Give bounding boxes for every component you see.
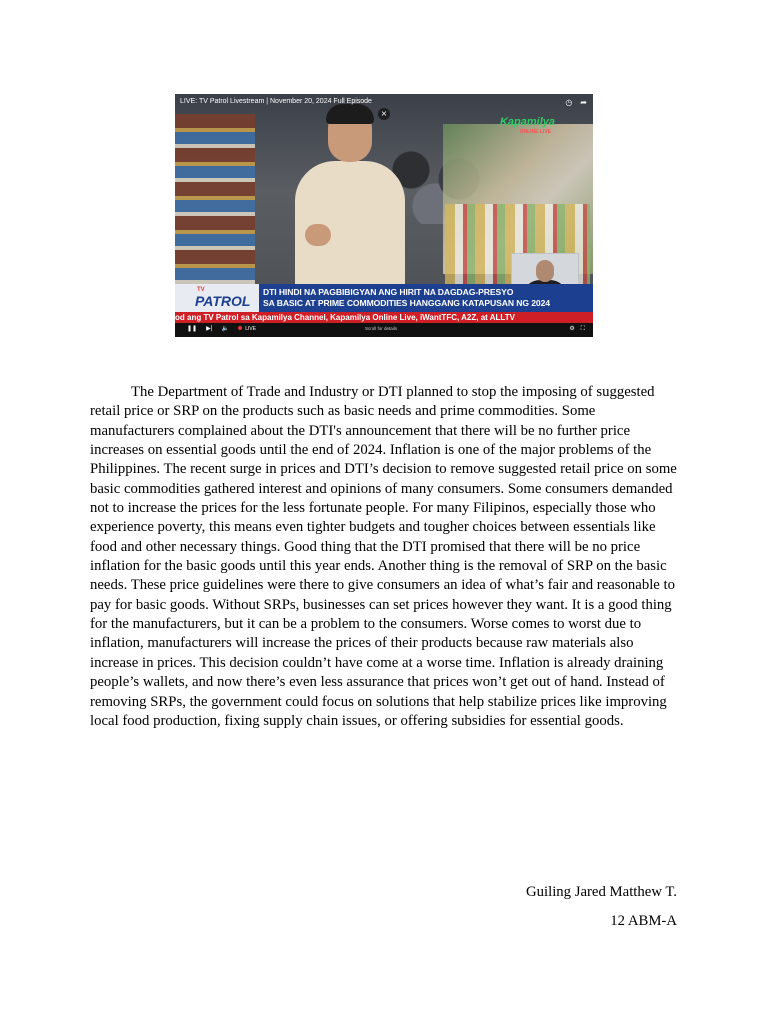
author-section: 12 ABM-A [610,913,677,929]
video-top-icons [565,98,587,107]
scroll-hint: Scroll for details [365,326,398,331]
ticker-text: od ang TV Patrol sa Kapamilya Channel, Kapamilya Online Live, iWantTFC, A2Z, at ALLTV [175,313,515,322]
embedded-video-screenshot [175,94,593,337]
headline-line-2: SA BASIC AT PRIME COMMODITIES HANGGANG KATAPUSAN NG 2024 [263,298,550,308]
news-headline [263,287,550,309]
show-logo-patrol: PATROL [195,293,251,309]
fullscreen-icon[interactable]: ⛶ [580,325,585,332]
player-settings-controls [569,325,585,333]
essay-paragraph [90,383,678,731]
close-icon[interactable]: × [378,108,390,120]
show-logo-tv: TV [197,287,205,293]
news-reporter [290,106,410,284]
author-signature [526,878,677,936]
news-ticker [175,312,593,323]
headline-line-1: DTI HINDI NA PAGBIBIGYAN ANG HIRIT NA DAGDAG-PRESYO [263,287,514,297]
live-indicator[interactable]: LIVE [238,326,256,332]
volume-icon[interactable]: 🔈 [221,325,230,332]
channel-brand-subtitle: ONLINE LIVE [519,129,551,135]
author-name: Guiling Jared Matthew T. [525,884,677,900]
pause-icon[interactable]: ❚❚ [187,325,198,332]
watch-later-icon[interactable]: ◷ [565,98,573,107]
channel-brand-logo: Kapamilya [499,116,555,128]
essay-text: The Department of Trade and Industry or DTI planned to stop the imposing of suggested retail price or SRP on the products such as basic needs and prime commodities. Some manufacturers complained about the DTI's announcement that there will be no further price increases on essential goods until the end of 2024. Inflation is one of the major problems of the Philippines. The recent surge in prices and DTI’s decision to remove suggested retail price on some basic commodities gathered interest and opinions of many consumers. Some consumers demanded not to increase the prices for the less fortunate people. For many Filipinos, especially those who experience poverty, this means even tighter budgets and tougher choices between essentials like food and other necessary things. Good thing that the DTI promised that there will be no price inflation for the basic goods until this year ends. Another thing is the removal of SRP on the basic needs. These price guidelines were there to give consumers an idea of what’s fair and reasonable to pay for basic goods. Without SRPs, businesses can set prices however they want. It is a good thing for the manufacturers, but it can be a problem to the consumers. Worse comes to worst due to inflation, manufacturers will increase the prices of their products because raw materials also increase in prices. This decision couldn’t have come at a worse time. Inflation is already draining people’s wallets, and now there’s even less assurance that prices won’t get out of hand. Instead of removing SRPs, the government could focus on solutions that help stabilize prices like improving local food production, fixing supply chain issues, or offering subsidies for essential goods. [90,384,677,729]
next-icon[interactable]: ▶| [206,325,213,332]
playback-controls [187,325,256,332]
store-shelf-left [175,114,255,284]
settings-icon[interactable]: ⚙ [569,325,575,332]
video-controls-bar [175,323,593,337]
share-icon[interactable]: ➦ [580,98,587,107]
video-title: LIVE: TV Patrol Livestream | November 20, 2024 Full Episode [180,98,372,105]
